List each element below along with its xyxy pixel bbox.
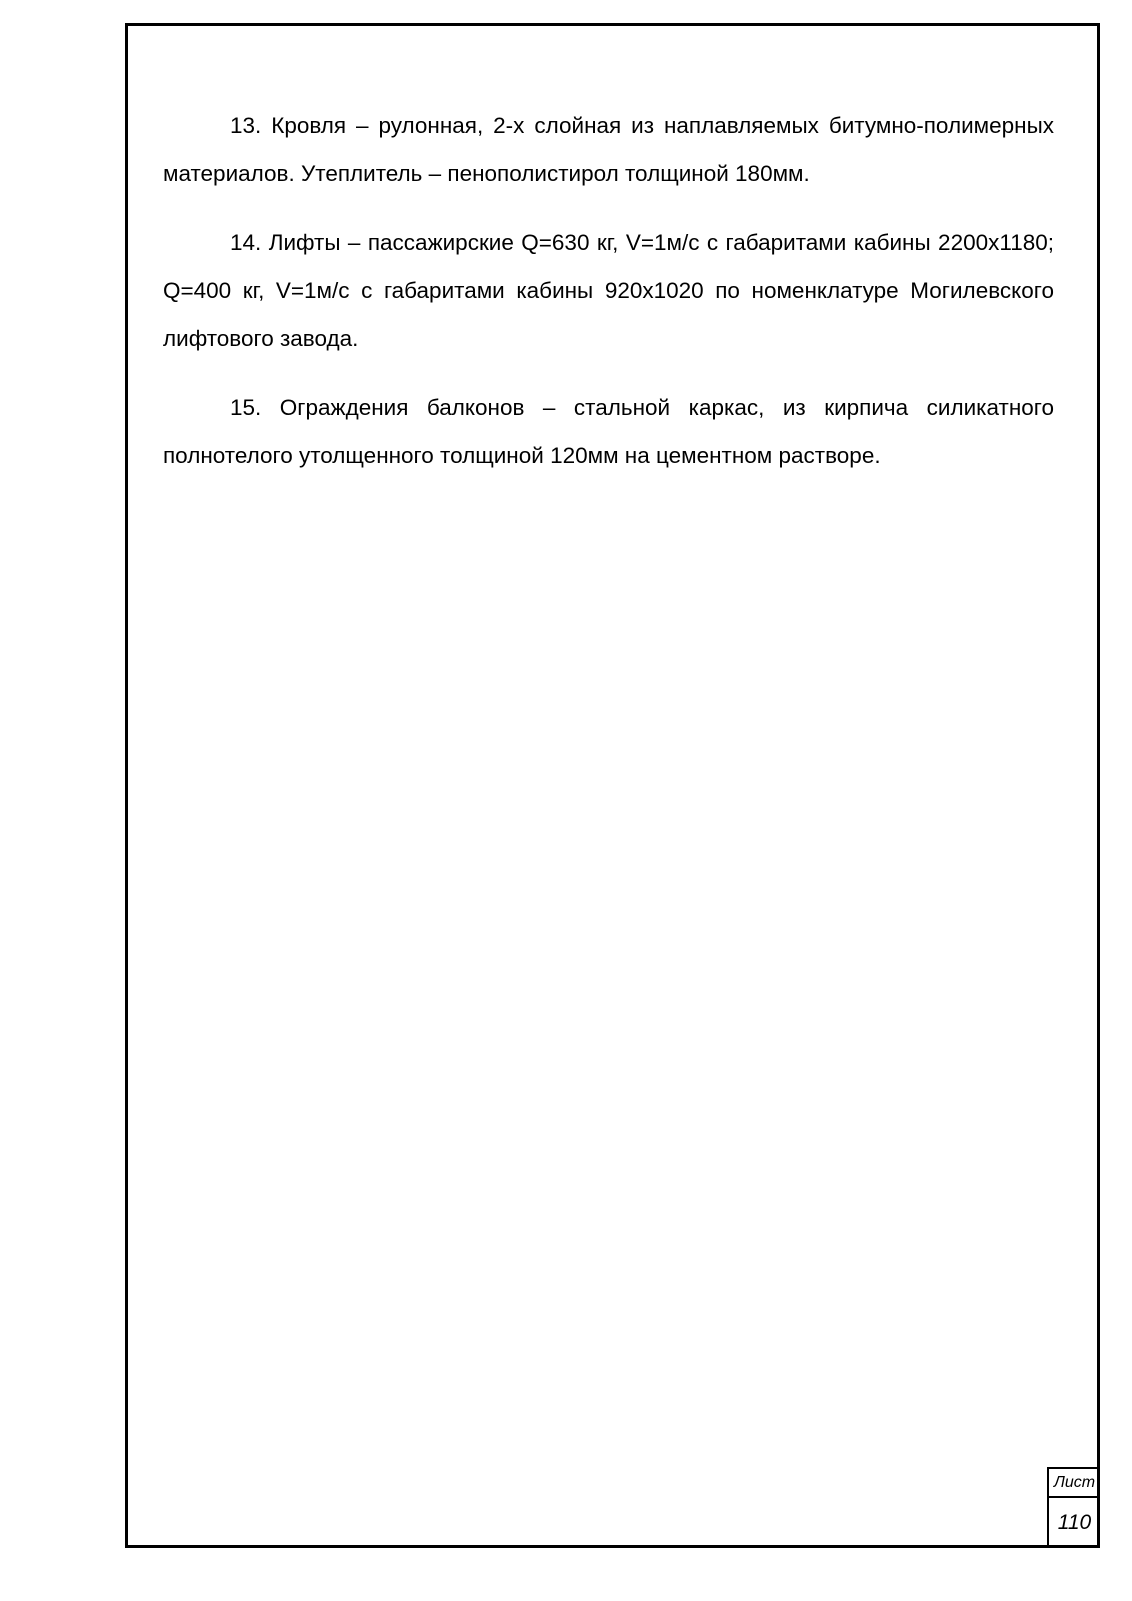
paragraph-elevators: 14. Лифты – пассажирские Q=630 кг, V=1м/с с габаритами кабины 2200х1180; Q=400 кг, V=1м/с с габаритами кабины 920х1020 по номенклатуре Могилевского лифтового завода. xyxy=(163,230,1054,351)
sheet-label: Лист xyxy=(1049,1469,1100,1498)
sheet-stamp xyxy=(1047,1467,1100,1548)
paragraph-balcony-railings: 15. Ограждения балконов – стальной каркас, из кирпича силикатного полнотелого утолщенного толщиной 120мм на цементном растворе. xyxy=(163,395,1054,468)
sheet-number: 110 xyxy=(1057,1511,1092,1534)
document-body xyxy=(163,102,1054,501)
paragraph-roofing: 13. Кровля – рулонная, 2-х слойная из наплавляемых битумно-полимерных материалов. Утеплитель – пенополистирол толщиной 180мм. xyxy=(163,113,1054,186)
